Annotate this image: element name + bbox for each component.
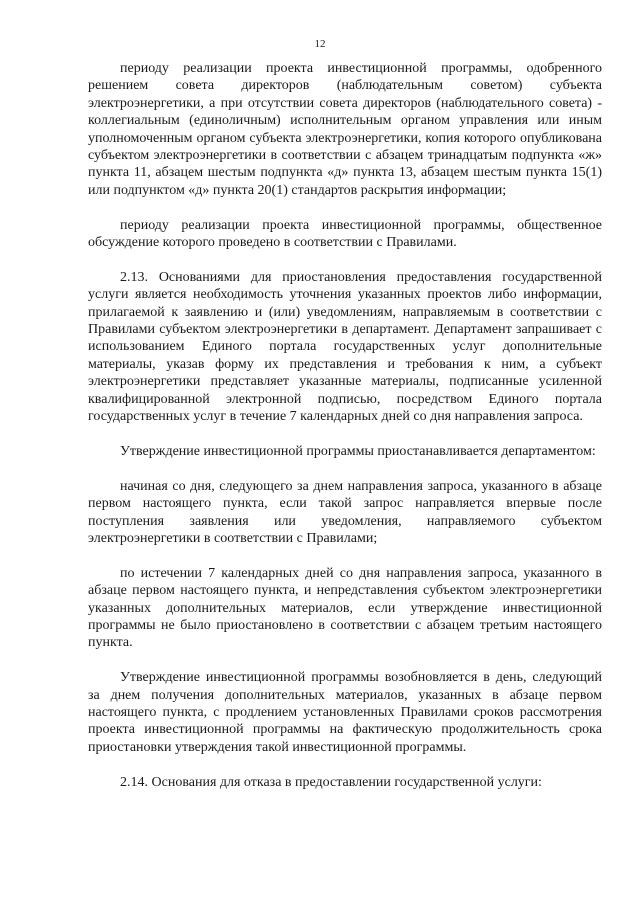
paragraph: периоду реализации проекта инвестиционной программы, одобренного решением совета директоров (наблюдательным советом) субъекта электроэнергетики, а при отсутствии совета директоров (наблюдательного совета) - коллегиальным (единоличным) исполнительным органом управления или иным уполномоченным органом субъекта электроэнергетики, копия которого опубликована субъектом электроэнергетики в соответствии с абзацем тринадцатым подпункта «ж» пункта 11, абзацем шестым подпункта «д» пункта 13, абзацем шестым пункта 15(1) или подпунктом «д» пункта 20(1) стандартов раскрытия информации; xyxy=(88,61,602,198)
page-number: 12 xyxy=(314,38,326,50)
paragraph: Утверждение инвестиционной программы возобновляется в день, следующий за днем получения дополнительных материалов, указанных в абзаце первом настоящего пункта, с продлением установленных Правилами сроков рассмотрения проекта инвестиционной программы на фактическую продолжительность срока приостановки утверждения такой инвестиционной программы. xyxy=(88,670,602,755)
paragraph: начиная со дня, следующего за днем направления запроса, указанного в абзаце первом настоящего пункта, если такой запрос направляется впервые после поступления заявления или уведомления, направляемого субъектом электроэнергетики в соответствии с Правилами; xyxy=(88,478,602,546)
paragraph: периоду реализации проекта инвестиционной программы, общественное обсуждение которого проведено в соответствии с Правилами. xyxy=(88,217,602,251)
paragraph: Утверждение инвестиционной программы приостанавливается департаментом: xyxy=(120,443,596,459)
paragraph: 2.13. Основаниями для приостановления предоставления государственной услуги является необходимость уточнения указанных проектов либо информации, прилагаемой к заявлению и (или) уведомлениям, направляемым в соответствии с Правилами субъектом электроэнергетики в департамент. Департамент запрашивает с использованием Единого портала государственных услуг дополнительные материалы, указав форму их представления и требования к ним, а субъект электроэнергетики представляет указанные материалы, подписанные усиленной квалифицированной электронной подписью, посредством Единого портала государственных услуг в течение 7 календарных дней со дня направления запроса. xyxy=(88,269,602,425)
paragraph: 2.14. Основания для отказа в предоставлении государственной услуги: xyxy=(120,774,542,790)
document-body xyxy=(88,60,602,808)
paragraph: по истечении 7 календарных дней со дня направления запроса, указанного в абзаце первом настоящего пункта, и непредставления субъектом электроэнергетики указанных дополнительных материалов, если утверждение инвестиционной программы не было приостановлено в соответствии с абзацем третьим настоящего пункта. xyxy=(88,565,602,651)
